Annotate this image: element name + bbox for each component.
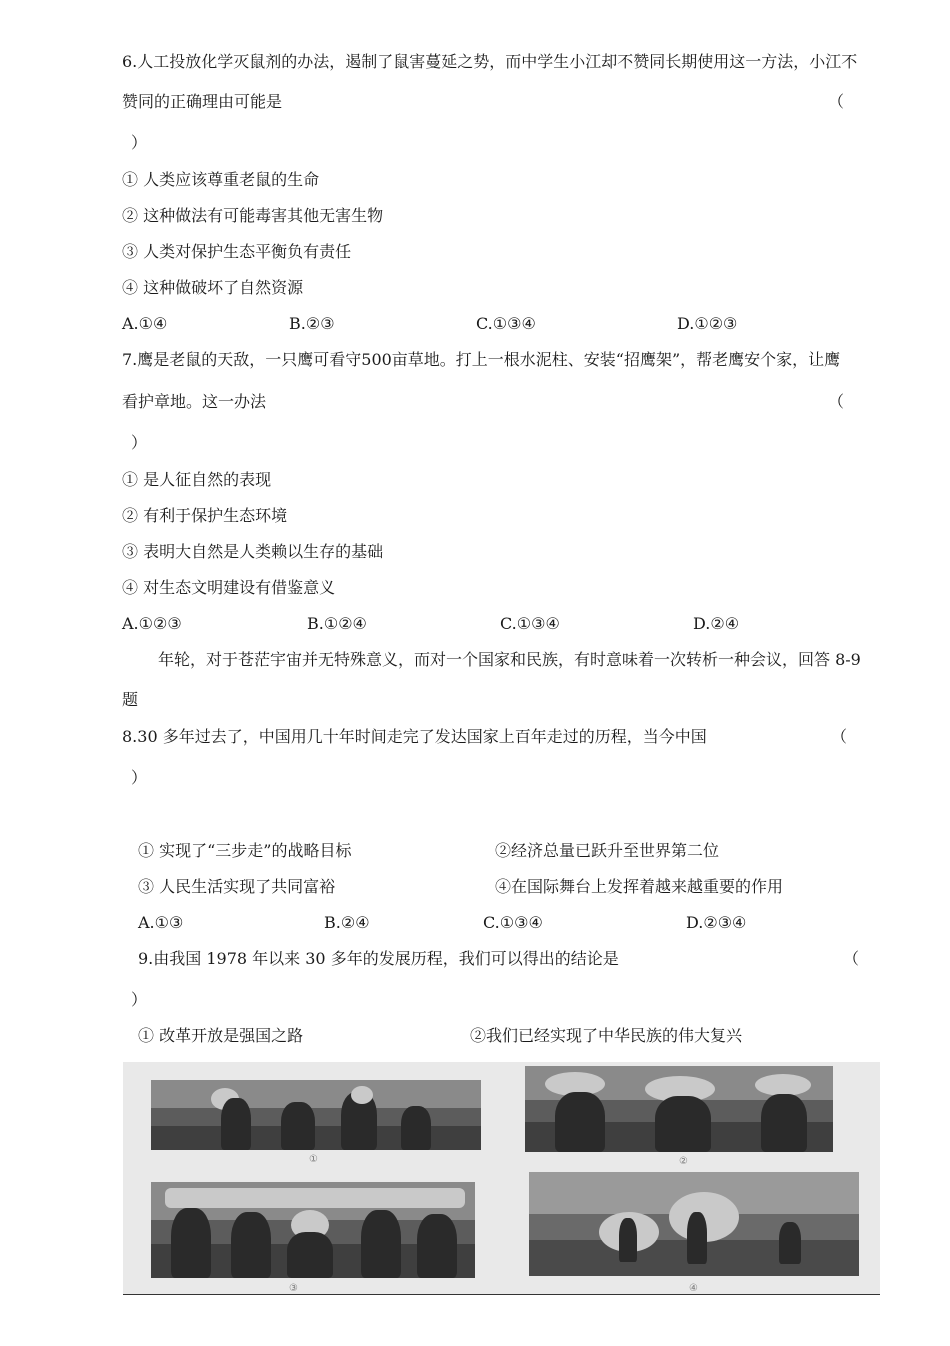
q8-answer-close-paren: ）	[131, 768, 148, 787]
q7-answer-open-paren: （	[828, 392, 845, 411]
q8-item-4: ④在国际舞台上发挥着越来越重要的作用	[495, 877, 784, 896]
intro-line2: 题	[122, 690, 139, 709]
q9-stem-line1: 9.由我国 1978 年以来 30 多年的发展历程，我们可以得出的结论是	[138, 949, 619, 968]
q8-item-2: ②经济总量已跃升至世界第二位	[495, 841, 720, 860]
photo-3-caption: ③	[289, 1283, 298, 1294]
q7-item-2: ② 有利于保护生态环境	[122, 506, 288, 525]
q8-stem-line1: 8.30 多年过去了，中国用几十年时间走完了发达国家上百年走过的历程，当今中国	[122, 727, 707, 746]
q7-item-1: ① 是人征自然的表现	[122, 470, 272, 489]
q7-option-b[interactable]: B.①②④	[307, 614, 367, 633]
q8-item-1: ① 实现了“三步走”的战略目标	[138, 841, 352, 860]
q9-answer-close-paren: ）	[131, 990, 148, 1009]
q7-option-c[interactable]: C.①③④	[500, 614, 560, 633]
q9-item-2: ②我们已经实现了中华民族的伟大复兴	[470, 1026, 743, 1045]
q6-answer-close-paren: ）	[131, 133, 148, 152]
photo-2	[525, 1066, 833, 1152]
q6-item-3: ③ 人类对保护生态平衡负有责任	[122, 242, 352, 261]
intro-line1: 年轮，对于苍茫宇宙并无特殊意义，而对一个国家和民族，有时意味着一次转析一种会议，回答 8-9	[158, 650, 861, 669]
q8-option-c[interactable]: C.①③④	[483, 913, 543, 932]
q6-option-b[interactable]: B.②③	[289, 314, 335, 333]
q8-option-b[interactable]: B.②④	[324, 913, 370, 932]
q7-stem-line1: 7.鹰是老鼠的天敌，一只鹰可看守500亩草地。打上一根水泥柱、安装“招鹰架”，帮老鹰安个家，让鹰	[122, 350, 841, 369]
q7-item-4: ④ 对生态文明建设有借鉴意义	[122, 578, 336, 597]
q7-option-a[interactable]: A.①②③	[122, 614, 182, 633]
photo-1	[151, 1080, 481, 1150]
q8-option-a[interactable]: A.①③	[138, 913, 184, 932]
ethnic-photos-panel	[123, 1062, 880, 1295]
photo-1-caption: ①	[309, 1154, 318, 1165]
q6-item-2: ② 这种做法有可能毒害其他无害生物	[122, 206, 384, 225]
q6-stem-line2: 赞同的正确理由可能是	[122, 92, 283, 111]
q9-answer-open-paren: （	[843, 949, 860, 968]
photo-2-caption: ②	[679, 1156, 688, 1167]
photo-3	[151, 1182, 475, 1278]
q6-answer-open-paren: （	[828, 92, 845, 111]
q7-option-d[interactable]: D.②④	[693, 614, 740, 633]
q7-answer-close-paren: ）	[131, 433, 148, 452]
q6-option-a[interactable]: A.①④	[122, 314, 168, 333]
photo-4	[529, 1172, 859, 1276]
q6-stem-line1: 6.人工投放化学灭鼠剂的办法，遏制了鼠害蔓延之势，而中学生小江却不赞同长期使用这一方法，小江不	[122, 52, 858, 71]
q8-answer-open-paren: （	[831, 727, 848, 746]
q8-item-3: ③ 人民生活实现了共同富裕	[138, 877, 336, 896]
q6-option-d[interactable]: D.①②③	[677, 314, 738, 333]
q9-item-1: ① 改革开放是强国之路	[138, 1026, 304, 1045]
q6-option-c[interactable]: C.①③④	[476, 314, 536, 333]
q6-item-1: ① 人类应该尊重老鼠的生命	[122, 170, 320, 189]
q7-item-3: ③ 表明大自然是人类赖以生存的基础	[122, 542, 384, 561]
photo-4-caption: ④	[689, 1283, 698, 1294]
q7-stem-line2: 看护章地。这一办法	[122, 392, 267, 411]
q8-option-d[interactable]: D.②③④	[686, 913, 747, 932]
q6-item-4: ④ 这种做破坏了自然资源	[122, 278, 304, 297]
